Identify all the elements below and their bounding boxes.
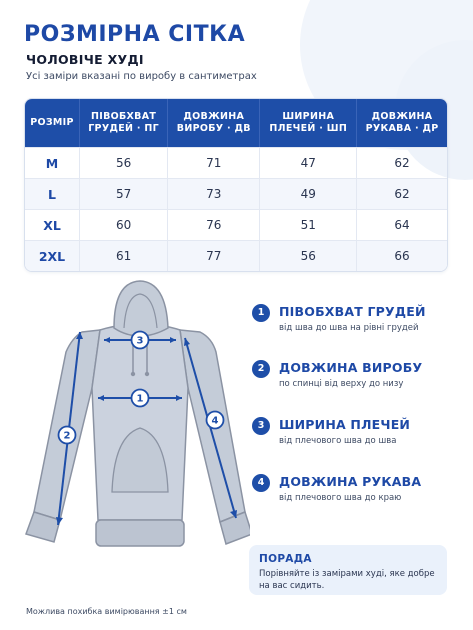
hoodie-illustration — [0, 270, 250, 560]
measurement-title: ШИРИНА ПЛЕЧЕЙ — [279, 417, 411, 432]
size-cell: M — [25, 147, 79, 178]
column-header-sleeve: ДОВЖИНА РУКАВА · ДР — [356, 99, 447, 147]
number-badge: 4 — [252, 474, 270, 492]
number-badge: 3 — [252, 417, 270, 435]
diagram-badge-2 — [59, 427, 76, 444]
size-cell: 2XL — [25, 240, 79, 271]
diagram-badge-1 — [132, 390, 149, 407]
column-header-size: РОЗМІР — [25, 99, 79, 147]
size-cell: L — [25, 178, 79, 209]
diagram-badge-4 — [207, 412, 224, 429]
drawstring-tip — [131, 372, 135, 376]
waistband — [96, 520, 184, 546]
table-cell: 60 — [79, 209, 167, 240]
table-cell: 77 — [167, 240, 259, 271]
drawstring-tip — [145, 372, 149, 376]
table-cell: 61 — [79, 240, 167, 271]
table-cell: 66 — [356, 240, 447, 271]
table-cell: 57 — [79, 178, 167, 209]
units-note: Усі заміри вказані по виробу в сантиметрах — [26, 71, 257, 82]
measurement-description: по спинці від верху до низу — [279, 379, 404, 389]
table-row — [25, 240, 447, 271]
column-header-shoulders: ШИРИНА ПЛЕЧЕЙ · ШП — [259, 99, 356, 147]
page-subtitle: ЧОЛОВІЧЕ ХУДІ — [26, 52, 144, 67]
diagram-badge-3 — [132, 332, 149, 349]
left-sleeve — [34, 330, 100, 520]
table-row — [25, 209, 447, 240]
measurement-description: від плечового шва до шва — [279, 436, 397, 446]
table-cell: 64 — [356, 209, 447, 240]
svg-text:3: 3 — [136, 335, 144, 347]
table-cell: 62 — [356, 178, 447, 209]
measurement-title: ПІВОБХВАТ ГРУДЕЙ — [279, 304, 426, 319]
tip-text: Порівняйте із замірами худі, яке добре на вас сидить. — [259, 569, 435, 591]
size-table — [24, 98, 448, 272]
table-row — [25, 178, 447, 209]
column-header-chest: ПІВОБХВАТ ГРУДЕЙ · ПГ — [79, 99, 167, 147]
hood — [114, 281, 168, 336]
footer-note: Можлива похибка вимірювання ±1 см — [26, 607, 187, 616]
measurement-title: ДОВЖИНА ВИРОБУ — [279, 360, 423, 375]
svg-text:2: 2 — [63, 430, 71, 442]
table-cell: 56 — [259, 240, 356, 271]
tip-box — [249, 545, 447, 595]
measurement-description: від шва до шва на рівні грудей — [279, 323, 419, 333]
table-cell: 73 — [167, 178, 259, 209]
number-badge: 1 — [252, 304, 270, 322]
measurement-title: ДОВЖИНА РУКАВА — [279, 474, 422, 489]
size-cell: XL — [25, 209, 79, 240]
table-cell: 49 — [259, 178, 356, 209]
page-title: РОЗМІРНА СІТКА — [24, 22, 246, 47]
table-cell: 62 — [356, 147, 447, 178]
svg-text:4: 4 — [211, 415, 219, 427]
table-cell: 47 — [259, 147, 356, 178]
table-cell: 51 — [259, 209, 356, 240]
table-cell: 76 — [167, 209, 259, 240]
table-header-row — [25, 99, 447, 147]
table-row — [25, 147, 447, 178]
measurement-description: від плечового шва до краю — [279, 493, 402, 503]
table-cell: 56 — [79, 147, 167, 178]
number-badge: 2 — [252, 360, 270, 378]
table-cell: 71 — [167, 147, 259, 178]
svg-text:1: 1 — [136, 393, 144, 405]
column-header-length: ДОВЖИНА ВИРОБУ · ДВ — [167, 99, 259, 147]
tip-title: ПОРАДА — [259, 553, 312, 565]
